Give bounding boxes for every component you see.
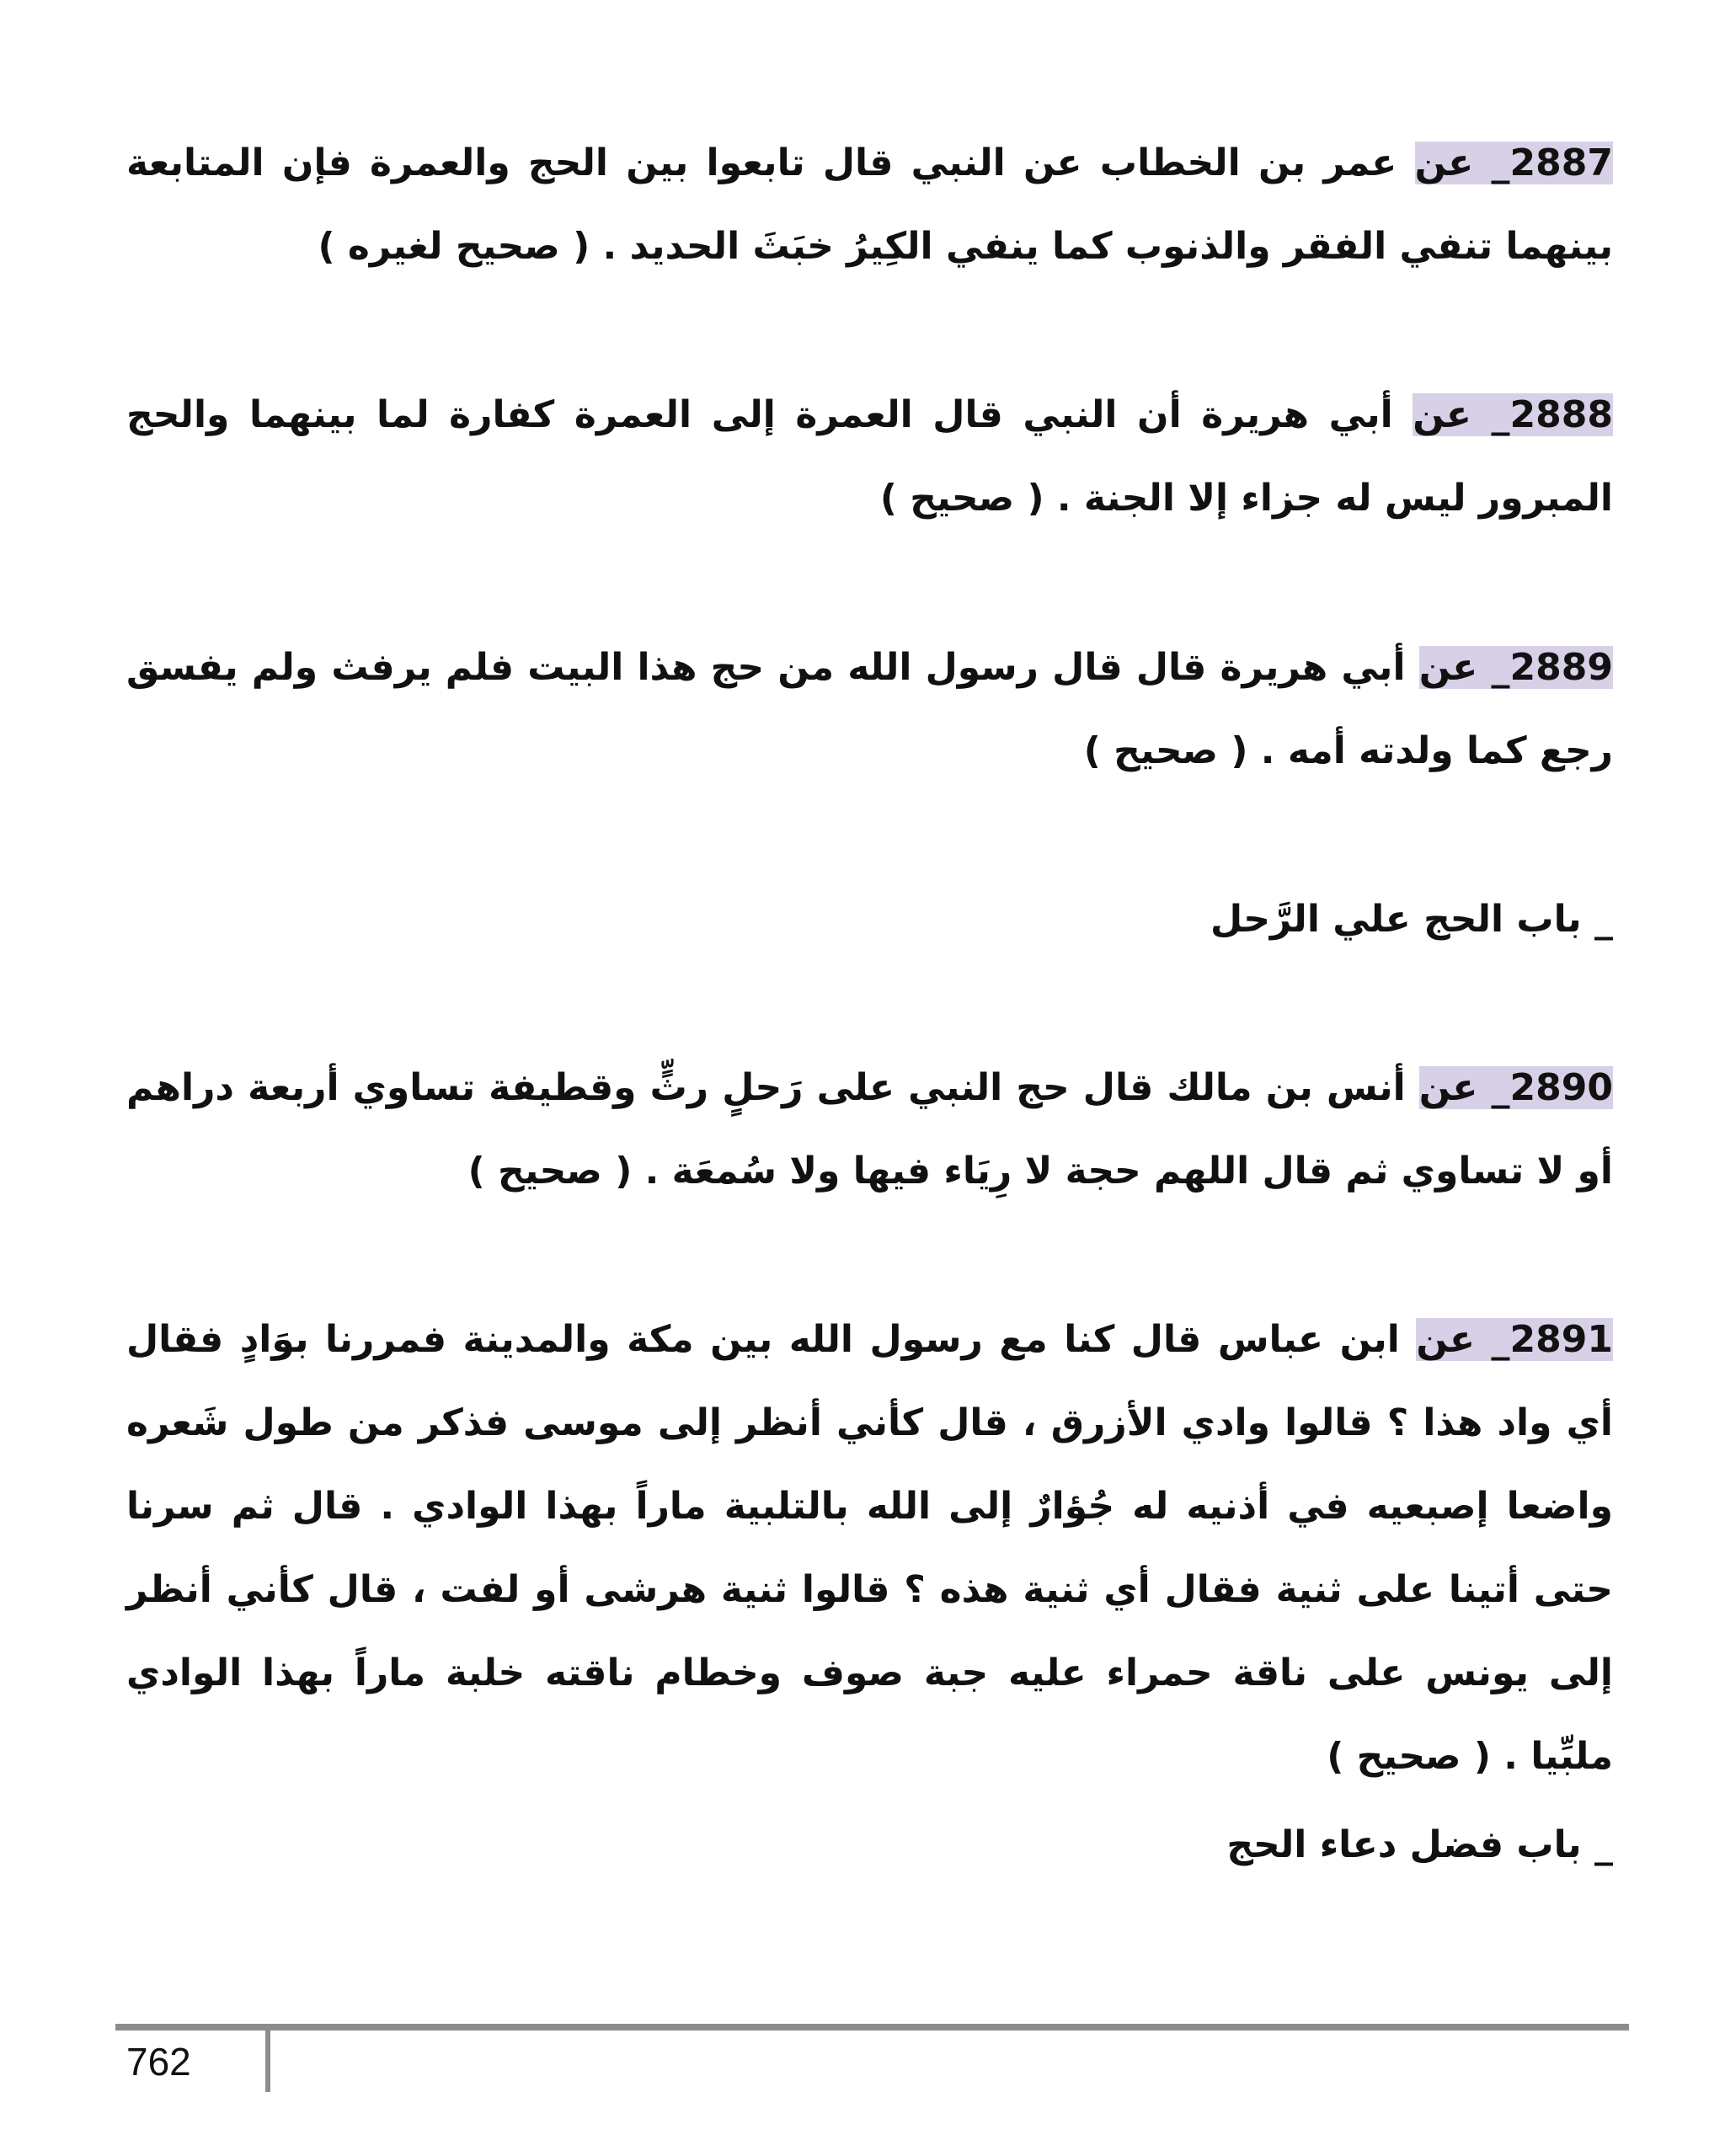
- hadith-number-highlight: [1419, 646, 1613, 689]
- hadith-text: أبي هريرة قال قال رسول الله من حج هذا البيت فلم يرفث ولم يفسق رجع كما ولدته أمه . ( صحيح ): [126, 646, 1613, 772]
- hadith-number: 2887: [1509, 141, 1613, 184]
- hadith-entry-2889: [126, 626, 1613, 792]
- chapter-heading: _ باب الحج علي الرَّحل: [1210, 898, 1613, 941]
- hadith-entry-2891: [126, 1298, 1613, 1798]
- hadith-entry-2888: [126, 373, 1613, 540]
- hadith-text: عمر بن الخطاب عن النبي قال تابعوا بين الحج والعمرة فإن المتابعة بينهما تنفي الفقر والذنوب كما ينفي الكِيرُ خبَثَ الحديد . ( صحيح لغيره ): [126, 141, 1613, 268]
- hadith-number-highlight: [1416, 1318, 1613, 1361]
- hadith-entry-2887: [126, 121, 1613, 288]
- hadith-entry-2890: [126, 1046, 1613, 1213]
- hadith-marker: _ عن: [1413, 393, 1510, 436]
- hadith-number: 2890: [1509, 1066, 1613, 1109]
- hadith-number-highlight: [1419, 1066, 1613, 1109]
- hadith-text: ابن عباس قال كنا مع رسول الله بين مكة والمدينة فمررنا بوَادٍ فقال أي واد هذا ؟ قالوا وادي الأزرق ، قال كأني أنظر إلى موسى فذكر من طول شَعره واضعا إصبعيه في أذنيه له جُؤارٌ إلى الله بالتلبية ماراً بهذا الوادي . قال ثم سرنا حتى أتينا على ثنية فقال أي ثنية هذه ؟ قالوا ثنية هرشى أو لفت ، قال كأني أنظر إلى يونس على ناقة حمراء عليه جبة صوف وخطام ناقته خلبة ماراً بهذا الوادي ملبِّيا . ( صحيح ): [126, 1318, 1613, 1778]
- hadith-text: أبي هريرة أن النبي قال العمرة إلى العمرة كفارة لما بينهما والحج المبرور ليس له جزاء إلا الجنة . ( صحيح ): [126, 393, 1613, 520]
- footer-divider-tick: [265, 2027, 270, 2092]
- hadith-number: 2891: [1509, 1318, 1614, 1361]
- chapter-heading: _ باب فضل دعاء الحج: [1226, 1823, 1613, 1866]
- hadith-marker: _ عن: [1414, 141, 1510, 184]
- hadith-marker: _ عن: [1418, 1066, 1510, 1109]
- footer-divider: [115, 2024, 1629, 2031]
- hadith-marker: _ عن: [1416, 1318, 1510, 1361]
- hadith-marker: _ عن: [1418, 646, 1510, 689]
- hadith-number: 2889: [1509, 646, 1613, 689]
- hadith-number-highlight: [1413, 393, 1613, 436]
- page-number: 762: [126, 2040, 191, 2084]
- hadith-text: أنس بن مالك قال حج النبي على رَحلٍ رثٍّ وقطيفة تساوي أربعة دراهم أو لا تساوي ثم قال اللهم حجة لا رِيَاء فيها ولا سُمعَة . ( صحيح ): [126, 1066, 1613, 1193]
- hadith-number-highlight: [1415, 141, 1613, 184]
- hadith-number: 2888: [1509, 393, 1613, 436]
